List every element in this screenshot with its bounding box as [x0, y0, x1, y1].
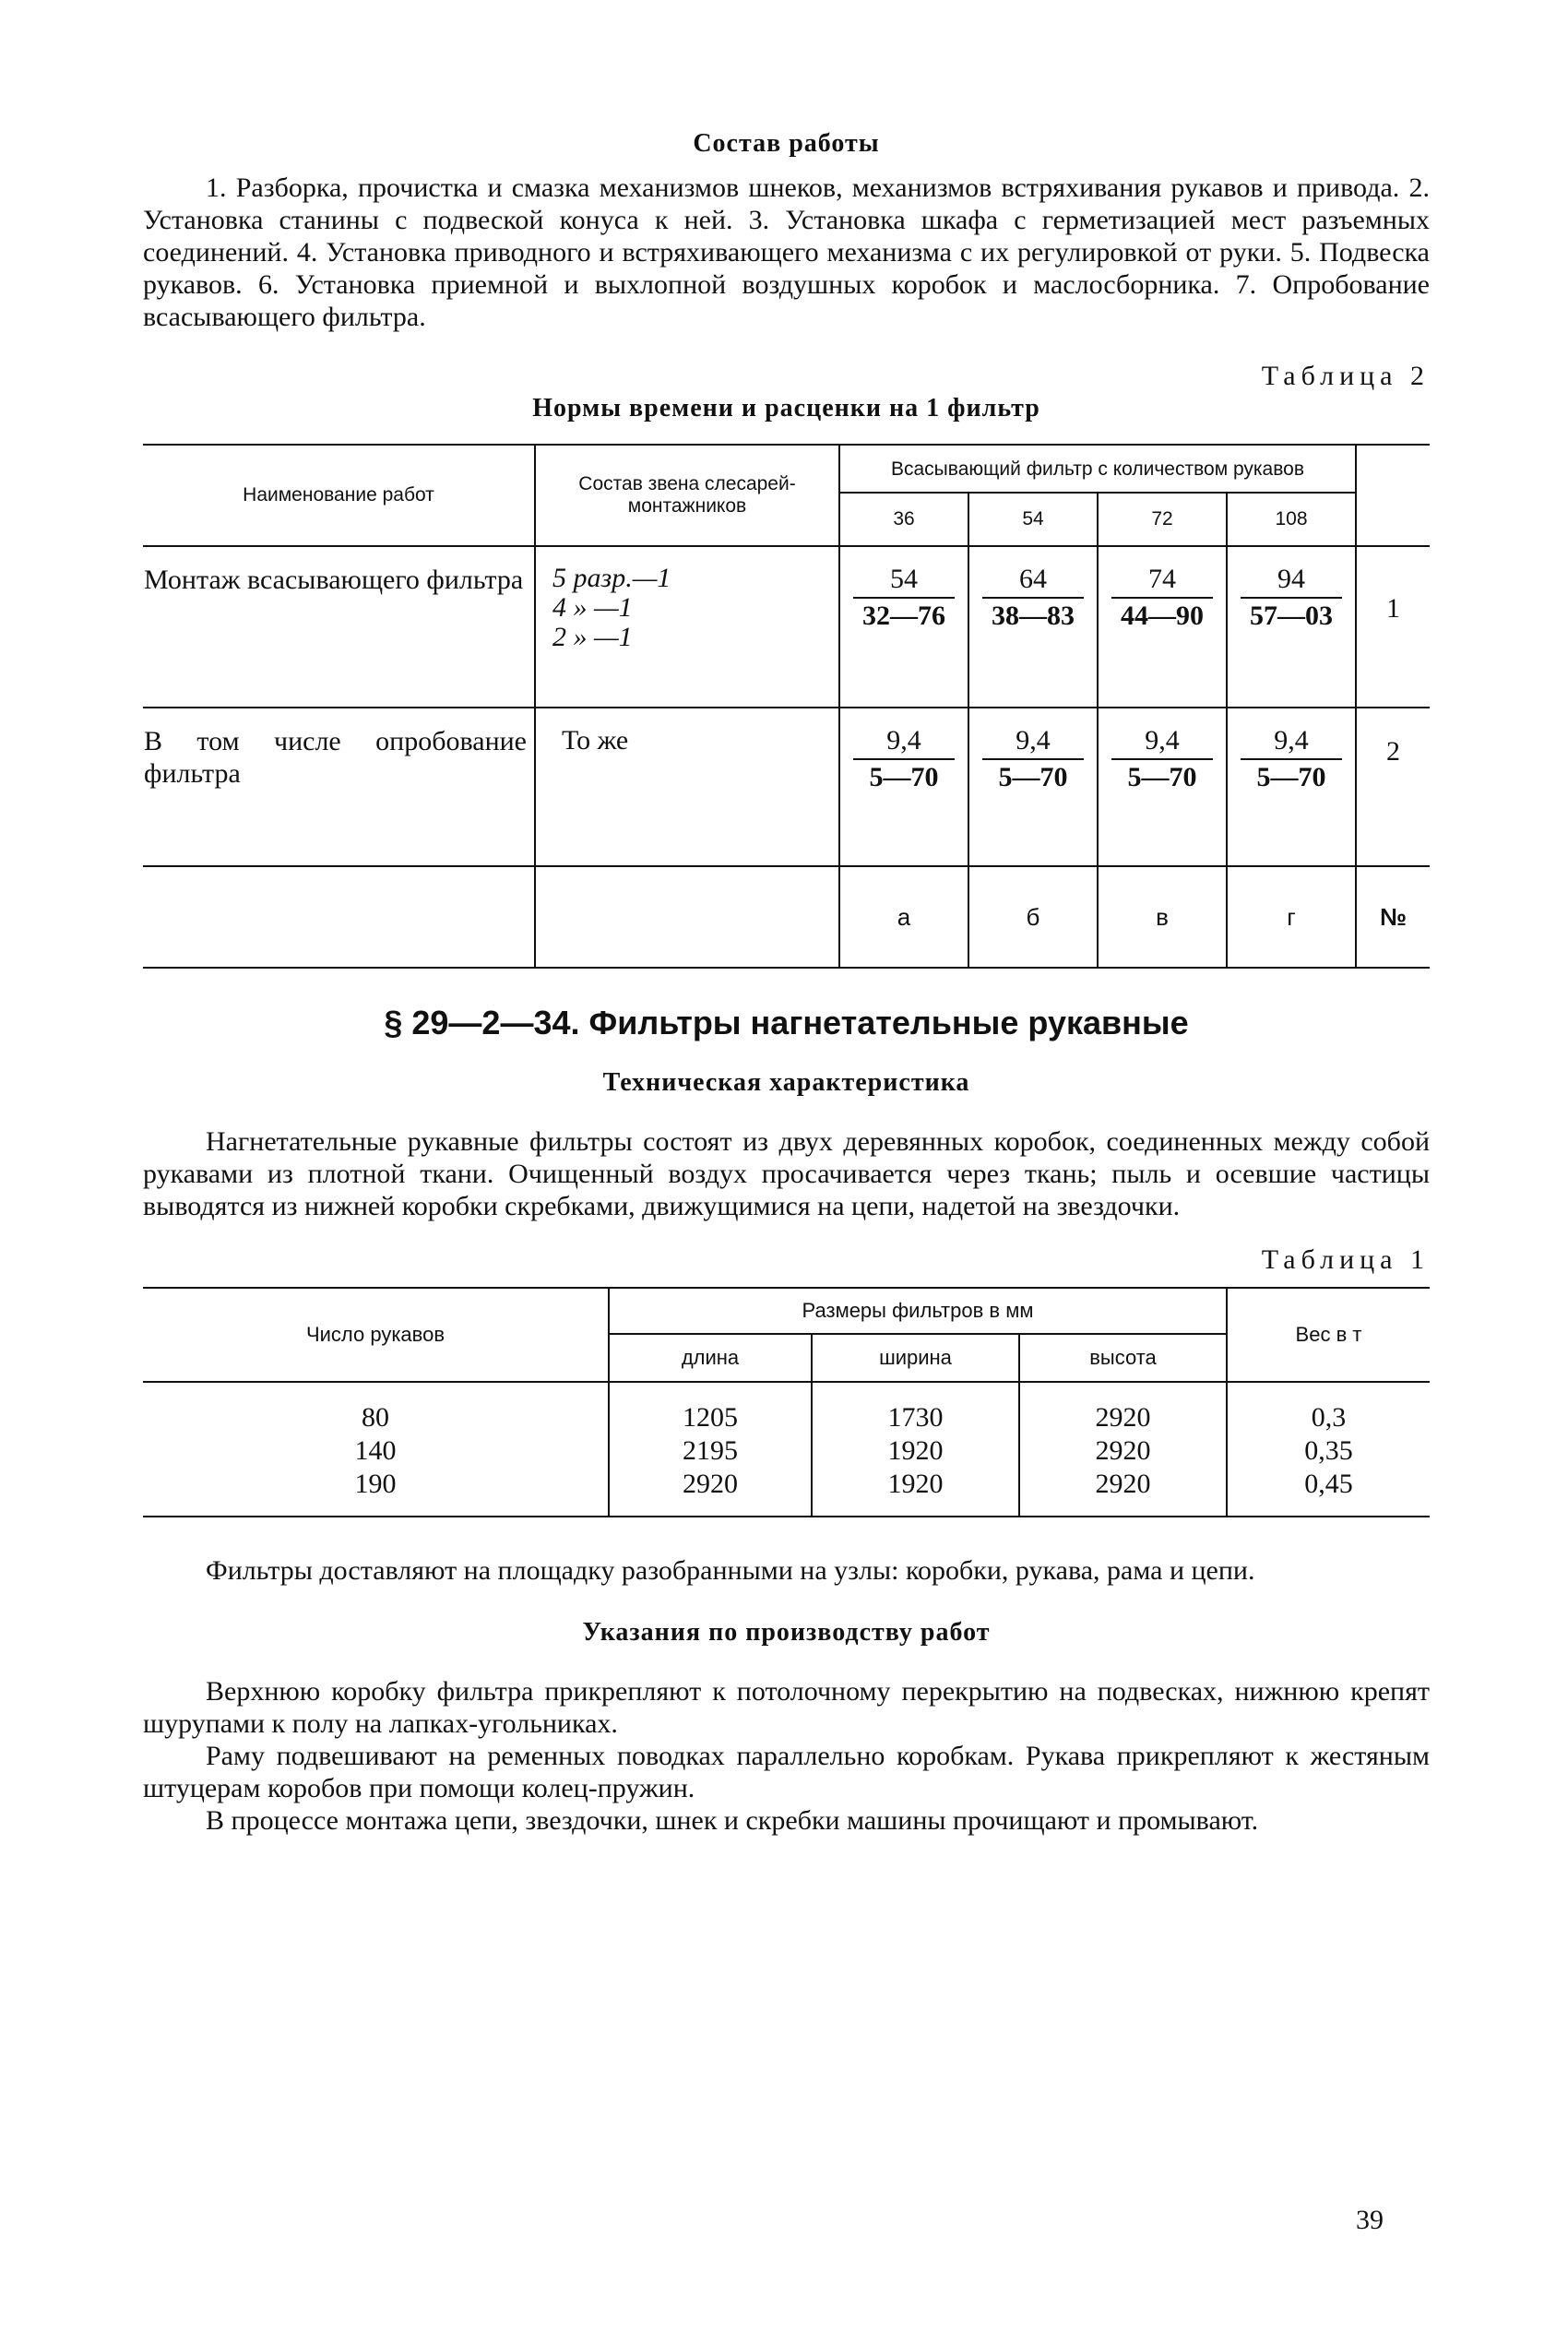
count-column [143, 1382, 609, 1517]
rate: 57—03 [1250, 601, 1333, 631]
tech-heading: Техническая характеристика [602, 1068, 970, 1097]
footer-num: № [1356, 866, 1430, 968]
rate-fraction [982, 725, 1084, 793]
page-content [143, 129, 1430, 1837]
col-value-108: 108 [1227, 493, 1356, 546]
rate: 32—76 [862, 601, 945, 631]
row2-work: В том числе опробование фильтра [143, 708, 535, 866]
time-norm: 74 [1111, 564, 1213, 599]
instructions-heading: Указания по производству работ [582, 1618, 991, 1647]
table-cell: 80 [362, 1402, 389, 1433]
row2-cell-d [1227, 708, 1356, 866]
rate: 5—70 [998, 762, 1068, 792]
footer-empty-work [143, 866, 535, 968]
instructions-p3: В процессе монтажа цепи, звездочки, шнек и скребки машины прочищают и промывают. [206, 1805, 1259, 1836]
table-cell: 2920 [1095, 1402, 1151, 1433]
col-count-header: Число рукавов [143, 1288, 609, 1382]
time-norm: 9,4 [1241, 725, 1342, 760]
col-value-54: 54 [968, 493, 1098, 546]
rate-fraction [1241, 564, 1342, 632]
time-norm: 9,4 [853, 725, 955, 760]
instructions-p2: Раму подвешивают на ременных поводках параллельно коробкам. Рукава прикрепляют к жестяным штуцерам коробов при помощи колец-пружин. [143, 1741, 1430, 1803]
rate-fraction [1241, 725, 1342, 793]
instructions-p1: Верхнюю коробку фильтра прикрепляют к потолочному перекрытию на подвесках, нижнюю крепят шурупами к полу на лапках-угольниках. [143, 1676, 1430, 1739]
crew-line: То же [562, 725, 629, 756]
table-cell: 1920 [887, 1435, 944, 1466]
col-num-header [1356, 445, 1430, 546]
length-column [609, 1382, 812, 1517]
row1-cell-a [839, 546, 968, 708]
page-number: 39 [1356, 2205, 1384, 2235]
norms-table [143, 444, 1430, 969]
rate-fraction [853, 564, 955, 632]
table-cell: 2920 [1095, 1435, 1151, 1466]
row1-crew [535, 546, 839, 708]
table-cell: 2920 [683, 1469, 738, 1499]
tech-text: Нагнетательные рукавные фильтры состоят из двух деревянных коробок, соединенных между собой рукавами из плотной ткани. Очищенный воздух просачивается через ткань; пыль и осевшие частицы выводятся из нижней коробки скребками, движущимися на цепи, надетой на звездочки. [143, 1126, 1430, 1221]
composition-text: 1. Разборка, прочистка и смазка механизмов шнеков, механизмов встряхивания рукавов и привода. 2. Установка станины с подвеской конуса к ней. 3. Установка шкафа с герметизацией мест разъемных соединений. 4. Установка приводного и встряхивающего механизма с их регулировкой от руки. 5. Подвеска рукавов. 6. Установка приемной и выхлопной воздушных коробок и маслосборника. 7. Опробование всасывающего фильтра. [143, 173, 1430, 332]
col-length-header: длина [609, 1334, 812, 1382]
composition-heading: Состав работы [693, 129, 880, 158]
section-title: § 29—2—34. Фильтры нагнетательные рукавные [384, 1004, 1189, 1041]
crew-line: 4 » —1 [552, 592, 633, 623]
footer-col-b: б [968, 866, 1098, 968]
table-cell: 1205 [683, 1402, 738, 1433]
col-value-72: 72 [1098, 493, 1227, 546]
dimensions-table [143, 1287, 1430, 1517]
row1-cell-b [968, 546, 1098, 708]
time-norm: 54 [853, 564, 955, 599]
time-norm: 64 [982, 564, 1084, 599]
rate-fraction [982, 564, 1084, 632]
table-cell: 140 [354, 1435, 397, 1466]
row2-cell-b [968, 708, 1098, 866]
table2-title: Нормы времени и расценки на 1 фильтр [532, 394, 1040, 422]
footer-col-c: в [1098, 866, 1227, 968]
footer-empty-crew [535, 866, 839, 968]
table-cell: 190 [354, 1469, 397, 1499]
rate-fraction [1111, 725, 1213, 793]
col-group-header: Всасывающий фильтр с количеством рукавов [839, 445, 1356, 493]
table-cell: 0,45 [1304, 1469, 1353, 1499]
rate: 5—70 [869, 762, 939, 792]
time-norm: 9,4 [982, 725, 1084, 760]
col-work-header: Наименование работ [143, 445, 535, 546]
rate: 44—90 [1121, 601, 1204, 631]
table-cell: 1920 [887, 1469, 944, 1499]
table2-caption: Таблица 2 [1261, 361, 1430, 391]
row1-work: Монтаж всасывающего фильтра [143, 546, 535, 708]
row2-cell-a [839, 708, 968, 866]
table-cell: 0,35 [1304, 1435, 1353, 1466]
col-crew-header: Состав звена слесарей-монтажников [535, 445, 839, 546]
row2-number: 2 [1356, 708, 1430, 866]
table-cell: 1730 [887, 1402, 944, 1433]
col-width-header: ширина [812, 1334, 1019, 1382]
time-norm: 9,4 [1111, 725, 1213, 760]
rate-fraction [1111, 564, 1213, 632]
table1-caption: Таблица 1 [1261, 1244, 1430, 1275]
row2-crew [535, 708, 839, 866]
col-weight-header: Вес в т [1227, 1288, 1430, 1382]
width-column [812, 1382, 1019, 1517]
delivery-text: Фильтры доставляют на площадку разобранными на узлы: коробки, рукава, рама и цепи. [206, 1555, 1255, 1586]
col-value-36: 36 [839, 493, 968, 546]
rate: 38—83 [992, 601, 1075, 631]
col-dimensions-header: Размеры фильтров в мм [609, 1288, 1227, 1334]
table-cell: 0,3 [1311, 1402, 1347, 1433]
footer-col-d: г [1227, 866, 1356, 968]
col-height-header: высота [1019, 1334, 1227, 1382]
crew-line: 5 разр.—1 [552, 563, 671, 593]
row1-cell-c [1098, 546, 1227, 708]
weight-column [1227, 1382, 1430, 1517]
row1-number: 1 [1356, 546, 1430, 708]
height-column [1019, 1382, 1227, 1517]
time-norm: 94 [1241, 564, 1342, 599]
row1-cell-d [1227, 546, 1356, 708]
footer-col-a: а [839, 866, 968, 968]
rate: 5—70 [1127, 762, 1197, 792]
crew-line: 2 » —1 [552, 622, 633, 652]
row2-cell-c [1098, 708, 1227, 866]
table-cell: 2920 [1095, 1469, 1151, 1499]
rate: 5—70 [1256, 762, 1326, 792]
rate-fraction [853, 725, 955, 793]
table-cell: 2195 [683, 1435, 738, 1466]
